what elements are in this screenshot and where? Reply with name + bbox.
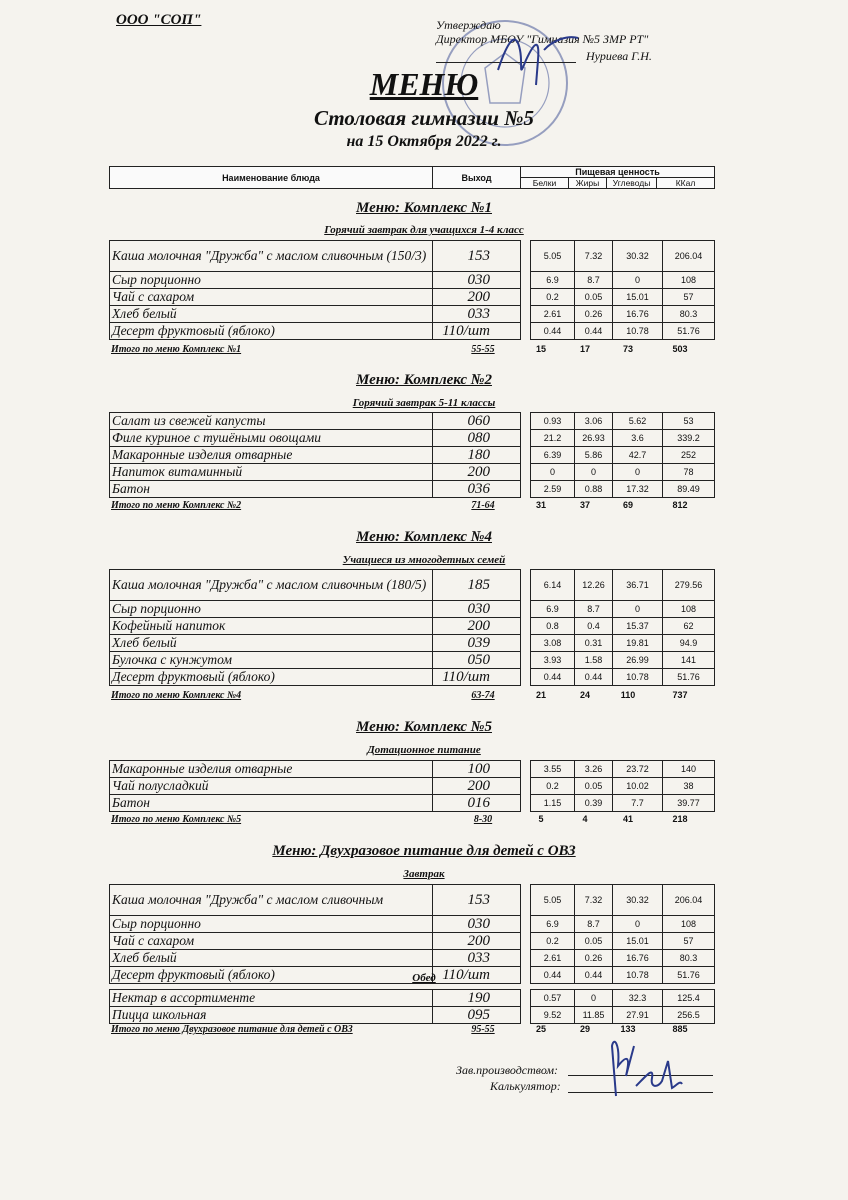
dish-name: Макаронные изделия отварные	[110, 447, 433, 464]
dish-kcal: 80.3	[663, 306, 715, 323]
section-sub-complex-5: Дотационное питание	[367, 744, 481, 756]
menu-row	[110, 481, 715, 498]
total-row-complex-1	[0, 344, 848, 356]
dish-fats: 0.26	[575, 950, 613, 967]
spacer-cell	[521, 950, 531, 967]
dish-output: 095	[433, 1007, 521, 1024]
menu-row	[110, 323, 715, 340]
dish-kcal: 94.9	[663, 635, 715, 652]
menu-table-complex-2	[109, 412, 715, 498]
dish-output: 039	[433, 635, 521, 652]
section-title-ovz: Меню: Двухразовое питание для детей с ОВЗ	[272, 843, 576, 859]
spacer-cell	[521, 1007, 531, 1024]
dish-fats: 0	[575, 464, 613, 481]
section-sub-complex-2: Горячий завтрак 5-11 классы	[352, 397, 496, 409]
spacer-cell	[521, 933, 531, 950]
footer-signature	[596, 1026, 686, 1104]
dish-fats: 0.05	[575, 778, 613, 795]
dish-output: 030	[433, 272, 521, 289]
section-sub-breakfast: Завтрак	[403, 868, 445, 880]
dish-carbs: 15.37	[613, 618, 663, 635]
dish-name: Кофейный напиток	[110, 618, 433, 635]
dish-output: 200	[433, 618, 521, 635]
section-title-complex-4: Меню: Комплекс №4	[356, 529, 492, 545]
dish-carbs: 19.81	[613, 635, 663, 652]
dish-name: Сыр порционно	[110, 272, 433, 289]
dish-kcal: 57	[663, 933, 715, 950]
col-fats-header: Жиры	[569, 178, 607, 189]
dish-name: Десерт фруктовый (яблоко)	[110, 323, 433, 340]
total-carbs: 69	[622, 500, 633, 510]
dish-output: 016	[433, 795, 521, 812]
menu-row	[110, 272, 715, 289]
dish-name: Батон	[110, 481, 433, 498]
dish-fats: 12.26	[575, 570, 613, 601]
dish-proteins: 2.61	[531, 306, 575, 323]
menu-row	[110, 570, 715, 601]
dish-output: 060	[433, 413, 521, 430]
dish-carbs: 10.02	[613, 778, 663, 795]
col-proteins-header: Белки	[521, 178, 569, 189]
dish-name: Хлеб белый	[110, 950, 433, 967]
menu-row	[110, 795, 715, 812]
dish-proteins: 3.08	[531, 635, 575, 652]
dish-proteins: 0.2	[531, 933, 575, 950]
dish-proteins: 0.44	[531, 967, 575, 984]
dish-fats: 3.06	[575, 413, 613, 430]
dish-proteins: 1.15	[531, 795, 575, 812]
dish-fats: 0.39	[575, 795, 613, 812]
dish-carbs: 0	[613, 464, 663, 481]
dish-fats: 11.85	[575, 1007, 613, 1024]
dish-proteins: 3.55	[531, 761, 575, 778]
dish-carbs: 17.32	[613, 481, 663, 498]
spacer-cell	[521, 272, 531, 289]
total-carbs: 133	[620, 1024, 636, 1034]
page-title: МЕНЮ	[369, 66, 479, 102]
spacer-cell	[521, 570, 531, 601]
total-label: Итого по меню Комплекс №4	[111, 690, 242, 701]
dish-kcal: 108	[663, 272, 715, 289]
dish-carbs: 16.76	[613, 306, 663, 323]
dish-kcal: 339.2	[663, 430, 715, 447]
menu-row	[110, 413, 715, 430]
dish-fats: 26.93	[575, 430, 613, 447]
spacer-cell	[521, 618, 531, 635]
dish-name: Сыр порционно	[110, 916, 433, 933]
dish-carbs: 15.01	[613, 933, 663, 950]
dish-output: 110/шт	[433, 669, 521, 686]
dish-proteins: 5.05	[531, 885, 575, 916]
total-row-complex-4	[0, 690, 848, 702]
total-label: Итого по меню Комплекс №1	[111, 344, 242, 355]
dish-output: 153	[433, 241, 521, 272]
dish-output: 100	[433, 761, 521, 778]
total-row-ovz	[0, 1024, 848, 1036]
dish-name: Каша молочная "Дружба" с маслом сливочным (150/3)	[110, 241, 433, 272]
spacer-cell	[521, 241, 531, 272]
total-label: Итого по меню Двухразовое питание для детей с ОВЗ	[111, 1024, 353, 1035]
dish-proteins: 0.2	[531, 289, 575, 306]
menu-date: на 15 Октября 2022 г.	[346, 133, 502, 150]
menu-table-complex-5	[109, 760, 715, 812]
menu-row	[110, 635, 715, 652]
dish-fats: 0.44	[575, 323, 613, 340]
dish-kcal: 51.76	[663, 669, 715, 686]
dish-fats: 8.7	[575, 916, 613, 933]
approve-label: Утверждаю	[436, 18, 501, 32]
col-output-header: Выход	[433, 167, 521, 189]
dish-name: Каша молочная "Дружба" с маслом сливочным (180/5)	[110, 570, 433, 601]
dish-name: Булочка с кунжутом	[110, 652, 433, 669]
dish-name: Чай полусладкий	[110, 778, 433, 795]
spacer-cell	[521, 430, 531, 447]
dish-name: Хлеб белый	[110, 635, 433, 652]
total-kcal: 218	[672, 814, 688, 824]
dish-proteins: 6.9	[531, 272, 575, 289]
col-name-header: Наименование блюда	[110, 167, 433, 189]
total-label: Итого по меню Комплекс №2	[111, 500, 242, 511]
col-kcal-header: ККал	[657, 178, 715, 189]
menu-table-ovz-breakfast	[109, 884, 715, 984]
dish-proteins: 0.57	[531, 990, 575, 1007]
dish-proteins: 9.52	[531, 1007, 575, 1024]
dish-kcal: 206.04	[663, 241, 715, 272]
dish-kcal: 89.49	[663, 481, 715, 498]
dish-output: 200	[433, 289, 521, 306]
total-output: 63-74	[471, 690, 495, 701]
dish-name: Филе куриное с тушёными овощами	[110, 430, 433, 447]
section-sub-complex-1: Горячий завтрак для учащихся 1-4 класс	[324, 224, 524, 236]
spacer-cell	[521, 652, 531, 669]
total-proteins: 31	[535, 500, 546, 510]
total-carbs: 73	[622, 344, 633, 354]
dish-kcal: 125.4	[663, 990, 715, 1007]
dish-proteins: 0.2	[531, 778, 575, 795]
organization-name: ООО "СОП"	[116, 12, 202, 28]
dish-kcal: 51.76	[663, 323, 715, 340]
dish-fats: 7.32	[575, 885, 613, 916]
total-carbs: 41	[622, 814, 633, 824]
menu-row	[110, 430, 715, 447]
dish-kcal: 38	[663, 778, 715, 795]
dish-carbs: 10.78	[613, 967, 663, 984]
total-output: 55-55	[471, 344, 495, 355]
total-kcal: 737	[672, 690, 688, 700]
dish-output: 033	[433, 950, 521, 967]
dish-carbs: 0	[613, 601, 663, 618]
spacer-cell	[521, 778, 531, 795]
col-nutrition-header: Пищевая ценность	[521, 167, 715, 178]
col-carbs-header: Углеводы	[607, 178, 657, 189]
dish-proteins: 6.14	[531, 570, 575, 601]
menu-row	[110, 1007, 715, 1024]
total-kcal: 503	[672, 344, 688, 354]
total-fats: 17	[579, 344, 590, 354]
spacer-cell	[521, 413, 531, 430]
dish-output: 036	[433, 481, 521, 498]
dish-kcal: 80.3	[663, 950, 715, 967]
total-output: 8-30	[473, 814, 493, 825]
dish-proteins: 6.9	[531, 916, 575, 933]
dish-carbs: 42.7	[613, 447, 663, 464]
menu-row	[110, 289, 715, 306]
dish-proteins: 0.44	[531, 323, 575, 340]
dish-carbs: 0	[613, 272, 663, 289]
dish-name: Батон	[110, 795, 433, 812]
menu-table-ovz-lunch	[109, 989, 715, 1024]
menu-row	[110, 885, 715, 916]
menu-table-complex-4	[109, 569, 715, 686]
section-title-complex-5: Меню: Комплекс №5	[356, 719, 492, 735]
spacer-cell	[521, 669, 531, 686]
dish-kcal: 108	[663, 916, 715, 933]
dish-carbs: 10.78	[613, 669, 663, 686]
dish-carbs: 27.91	[613, 1007, 663, 1024]
dish-output: 030	[433, 601, 521, 618]
dish-kcal: 62	[663, 618, 715, 635]
dish-name: Чай с сахаром	[110, 289, 433, 306]
total-carbs: 110	[620, 690, 636, 700]
total-fats: 24	[579, 690, 590, 700]
dish-kcal: 252	[663, 447, 715, 464]
spacer-cell	[521, 885, 531, 916]
dish-proteins: 2.61	[531, 950, 575, 967]
menu-row	[110, 241, 715, 272]
menu-row	[110, 990, 715, 1007]
total-fats: 37	[579, 500, 590, 510]
spacer-cell	[521, 447, 531, 464]
dish-carbs: 10.78	[613, 323, 663, 340]
spacer-cell	[521, 635, 531, 652]
total-kcal: 812	[672, 500, 688, 510]
total-row-complex-5	[0, 814, 848, 826]
total-fats: 4	[582, 814, 588, 824]
production-manager-label: Зав.производством:	[456, 1063, 559, 1077]
menu-row	[110, 669, 715, 686]
dish-carbs: 7.7	[613, 795, 663, 812]
total-proteins: 5	[538, 814, 544, 824]
dish-fats: 0.44	[575, 669, 613, 686]
dish-proteins: 0	[531, 464, 575, 481]
dish-carbs: 0	[613, 916, 663, 933]
dish-name: Чай с сахаром	[110, 933, 433, 950]
dish-kcal: 78	[663, 464, 715, 481]
calculator-label: Калькулятор:	[490, 1079, 561, 1093]
dish-kcal: 53	[663, 413, 715, 430]
dish-fats: 0.88	[575, 481, 613, 498]
dish-output: 180	[433, 447, 521, 464]
section-sub-complex-4: Учащиеся из многодетных семей	[342, 554, 506, 566]
dish-proteins: 0.8	[531, 618, 575, 635]
dish-name: Макаронные изделия отварные	[110, 761, 433, 778]
dish-name: Пицца школьная	[110, 1007, 433, 1024]
dish-fats: 0.4	[575, 618, 613, 635]
dish-proteins: 5.05	[531, 241, 575, 272]
menu-row	[110, 916, 715, 933]
dish-output: 190	[433, 990, 521, 1007]
dish-name: Нектар в ассортименте	[110, 990, 433, 1007]
total-proteins: 15	[535, 344, 546, 354]
total-row-complex-2	[0, 500, 848, 512]
dish-carbs: 30.32	[613, 241, 663, 272]
spacer-cell	[521, 464, 531, 481]
dish-name: Салат из свежей капусты	[110, 413, 433, 430]
dish-output: 033	[433, 306, 521, 323]
dish-output: 185	[433, 570, 521, 601]
menu-row	[110, 618, 715, 635]
dish-carbs: 30.32	[613, 885, 663, 916]
dish-output: 030	[433, 916, 521, 933]
section-sub-lunch: Обед	[412, 972, 436, 984]
director-title: Директор МБОУ "Гимназия №5 ЗМР РТ"	[436, 32, 649, 46]
dish-carbs: 26.99	[613, 652, 663, 669]
dish-fats: 7.32	[575, 241, 613, 272]
dish-fats: 1.58	[575, 652, 613, 669]
dish-fats: 0	[575, 990, 613, 1007]
dish-name: Десерт фруктовый (яблоко)	[110, 669, 433, 686]
spacer-cell	[521, 916, 531, 933]
dish-carbs: 36.71	[613, 570, 663, 601]
total-fats: 29	[579, 1024, 590, 1034]
spacer-cell	[521, 323, 531, 340]
menu-row	[110, 464, 715, 481]
dish-proteins: 3.93	[531, 652, 575, 669]
dish-fats: 0.26	[575, 306, 613, 323]
dish-name: Хлеб белый	[110, 306, 433, 323]
dish-fats: 8.7	[575, 601, 613, 618]
total-output: 95-55	[471, 1024, 495, 1035]
dish-output: 200	[433, 933, 521, 950]
dish-carbs: 15.01	[613, 289, 663, 306]
dish-fats: 0.05	[575, 289, 613, 306]
dish-output: 153	[433, 885, 521, 916]
spacer-cell	[521, 289, 531, 306]
dish-carbs: 16.76	[613, 950, 663, 967]
dish-kcal: 256.5	[663, 1007, 715, 1024]
column-header-table	[109, 166, 715, 189]
menu-table-complex-1	[109, 240, 715, 340]
menu-row	[110, 306, 715, 323]
dish-proteins: 0.44	[531, 669, 575, 686]
director-name: Нуриева Г.Н.	[586, 49, 652, 63]
menu-row	[110, 652, 715, 669]
menu-row	[110, 933, 715, 950]
spacer-cell	[521, 795, 531, 812]
spacer-cell	[521, 601, 531, 618]
menu-row	[110, 447, 715, 464]
dish-output: 200	[433, 778, 521, 795]
spacer-cell	[521, 481, 531, 498]
dish-output: 110/шт	[433, 323, 521, 340]
menu-row	[110, 601, 715, 618]
dish-proteins: 0.93	[531, 413, 575, 430]
spacer-cell	[521, 990, 531, 1007]
dish-output: 110/шт	[433, 967, 521, 984]
dish-kcal: 140	[663, 761, 715, 778]
dish-proteins: 2.59	[531, 481, 575, 498]
dish-proteins: 21.2	[531, 430, 575, 447]
dish-fats: 5.86	[575, 447, 613, 464]
dish-name: Каша молочная "Дружба" с маслом сливочным	[110, 885, 433, 916]
total-proteins: 21	[535, 690, 546, 700]
total-label: Итого по меню Комплекс №5	[111, 814, 242, 825]
dish-name: Десерт фруктовый (яблоко)	[110, 967, 433, 984]
dish-kcal: 57	[663, 289, 715, 306]
section-title-complex-2: Меню: Комплекс №2	[356, 372, 492, 388]
dish-name: Сыр порционно	[110, 601, 433, 618]
dish-output: 200	[433, 464, 521, 481]
menu-row	[110, 778, 715, 795]
dish-fats: 0.31	[575, 635, 613, 652]
dish-kcal: 279.56	[663, 570, 715, 601]
spacer-cell	[521, 761, 531, 778]
dish-kcal: 141	[663, 652, 715, 669]
dish-proteins: 6.9	[531, 601, 575, 618]
dish-fats: 8.7	[575, 272, 613, 289]
dish-fats: 3.26	[575, 761, 613, 778]
dish-carbs: 5.62	[613, 413, 663, 430]
page-subtitle: Столовая гимназии №5	[314, 106, 534, 130]
dish-carbs: 32.3	[613, 990, 663, 1007]
dish-kcal: 51.76	[663, 967, 715, 984]
dish-kcal: 39.77	[663, 795, 715, 812]
dish-proteins: 6.39	[531, 447, 575, 464]
dish-output: 050	[433, 652, 521, 669]
menu-row	[110, 761, 715, 778]
dish-fats: 0.05	[575, 933, 613, 950]
total-output: 71-64	[471, 500, 495, 511]
dish-carbs: 23.72	[613, 761, 663, 778]
dish-kcal: 206.04	[663, 885, 715, 916]
total-kcal: 885	[672, 1024, 688, 1034]
dish-name: Напиток витаминный	[110, 464, 433, 481]
dish-kcal: 108	[663, 601, 715, 618]
dish-fats: 0.44	[575, 967, 613, 984]
total-proteins: 25	[535, 1024, 546, 1034]
dish-carbs: 3.6	[613, 430, 663, 447]
menu-row	[110, 950, 715, 967]
spacer-cell	[521, 306, 531, 323]
section-title-complex-1: Меню: Комплекс №1	[356, 200, 492, 216]
dish-output: 080	[433, 430, 521, 447]
